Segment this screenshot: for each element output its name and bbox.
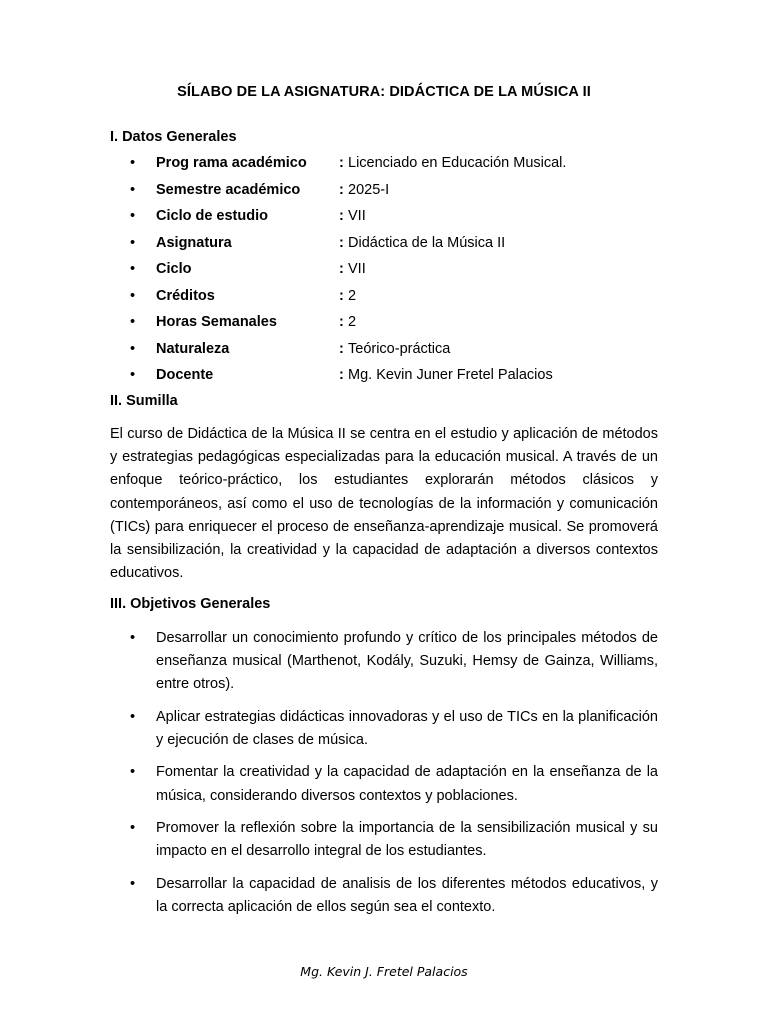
- bullet-icon: •: [130, 234, 136, 251]
- field-value: 2025-I: [348, 181, 390, 198]
- objective-text: Aplicar estrategias didácticas innovadoras y el uso de TICs en la planificación y ejecución de clases de música.: [156, 708, 658, 748]
- list-item: [110, 341, 670, 368]
- field-label: Prog rama académico: [156, 155, 307, 171]
- list-item: [110, 367, 670, 394]
- field-colon: :: [339, 208, 344, 224]
- field-colon: :: [339, 261, 344, 277]
- bullet-icon: •: [130, 208, 136, 224]
- field-value: Mg. Kevin Juner Fretel Palacios: [348, 367, 553, 383]
- list-item: [110, 235, 670, 262]
- bullet-icon: •: [130, 367, 136, 383]
- list-item: [110, 182, 670, 209]
- field-value: VII: [348, 208, 366, 224]
- field-colon: :: [339, 181, 344, 198]
- section-heading-sumilla: II. Sumilla: [110, 393, 178, 409]
- field-value: VII: [348, 261, 366, 277]
- field-colon: :: [339, 314, 344, 330]
- field-value: Didáctica de la Música II: [348, 234, 506, 251]
- objective-text: Desarrollar un conocimiento profundo y crítico de los principales métodos de enseñanza musical (Marthenot, Kodály, Suzuki, Hemsy de Gainza, Williams, entre otros).: [156, 630, 658, 693]
- document-title: SÍLABO DE LA ASIGNATURA: DIDÁCTICA DE LA MÚSICA II: [177, 84, 591, 100]
- list-item: [110, 288, 670, 315]
- field-label: Horas Semanales: [156, 314, 277, 330]
- list-item: [110, 627, 658, 697]
- list-item: [110, 208, 670, 235]
- bullet-icon: •: [130, 764, 136, 781]
- field-value: 2: [348, 287, 357, 304]
- objective-text: Desarrollar la capacidad de analisis de los diferentes métodos educativos, y la correcta aplicación de ellos según sea el contexto.: [156, 875, 658, 915]
- objective-text: Promover la reflexión sobre la importancia de la sensibilización musical y su impacto en el desarrollo integral de los estudiantes.: [156, 819, 658, 860]
- list-item: [110, 817, 658, 863]
- field-colon: :: [339, 340, 344, 357]
- field-label: Créditos: [156, 287, 215, 304]
- bullet-icon: •: [130, 287, 136, 304]
- bullet-icon: •: [130, 155, 136, 171]
- datos-generales-list: [110, 155, 670, 394]
- field-label: Ciclo de estudio: [156, 208, 268, 224]
- bullet-icon: •: [130, 314, 136, 330]
- objective-text: Fomentar la creatividad y la capacidad de adaptación en la enseñanza de la música, considerando diversos contextos y poblaciones.: [156, 764, 658, 804]
- bullet-icon: •: [130, 875, 136, 892]
- field-label: Naturaleza: [156, 340, 230, 357]
- list-item: [110, 155, 670, 182]
- sumilla-paragraph: El curso de Didáctica de la Música II se centra en el estudio y aplicación de métodos y estrategias pedagógicas especializadas para la educación musical. A través de un enfoque teórico-práctico, los estudiantes explorarán métodos clásicos y contemporáneos, así como el uso de tecnologías de la información y comunicación (TICs) para enriquecer el proceso de enseñanza-aprendizaje musical. Se promoverá la sensibilización, la creatividad y la capacidad de adaptación a diversos contextos educativos.: [110, 426, 658, 582]
- field-label: Docente: [156, 367, 214, 383]
- list-item: [110, 314, 670, 341]
- list-item: [110, 706, 658, 752]
- bullet-icon: •: [130, 630, 136, 646]
- field-label: Semestre académico: [156, 181, 301, 198]
- section-heading-objetivos: III. Objetivos Generales: [110, 596, 271, 612]
- field-colon: :: [339, 367, 344, 383]
- list-item: [110, 761, 658, 807]
- list-item: [110, 261, 670, 288]
- field-value: Teórico-práctica: [348, 340, 451, 357]
- field-colon: :: [339, 287, 344, 304]
- field-value: 2: [348, 314, 357, 330]
- section-heading-datos-generales: I. Datos Generales: [110, 129, 237, 145]
- page-footer: Mg. Kevin J. Fretel Palacios: [300, 964, 468, 979]
- bullet-icon: •: [130, 340, 136, 357]
- bullet-icon: •: [130, 181, 136, 198]
- bullet-icon: •: [130, 708, 136, 725]
- bullet-icon: •: [130, 261, 136, 277]
- field-label: Ciclo: [156, 261, 192, 277]
- field-value: Licenciado en Educación Musical.: [348, 155, 567, 171]
- field-colon: :: [339, 234, 344, 251]
- field-colon: :: [339, 155, 344, 171]
- field-label: Asignatura: [156, 234, 232, 251]
- bullet-icon: •: [130, 819, 136, 836]
- list-item: [110, 873, 658, 919]
- objetivos-list: [110, 627, 658, 928]
